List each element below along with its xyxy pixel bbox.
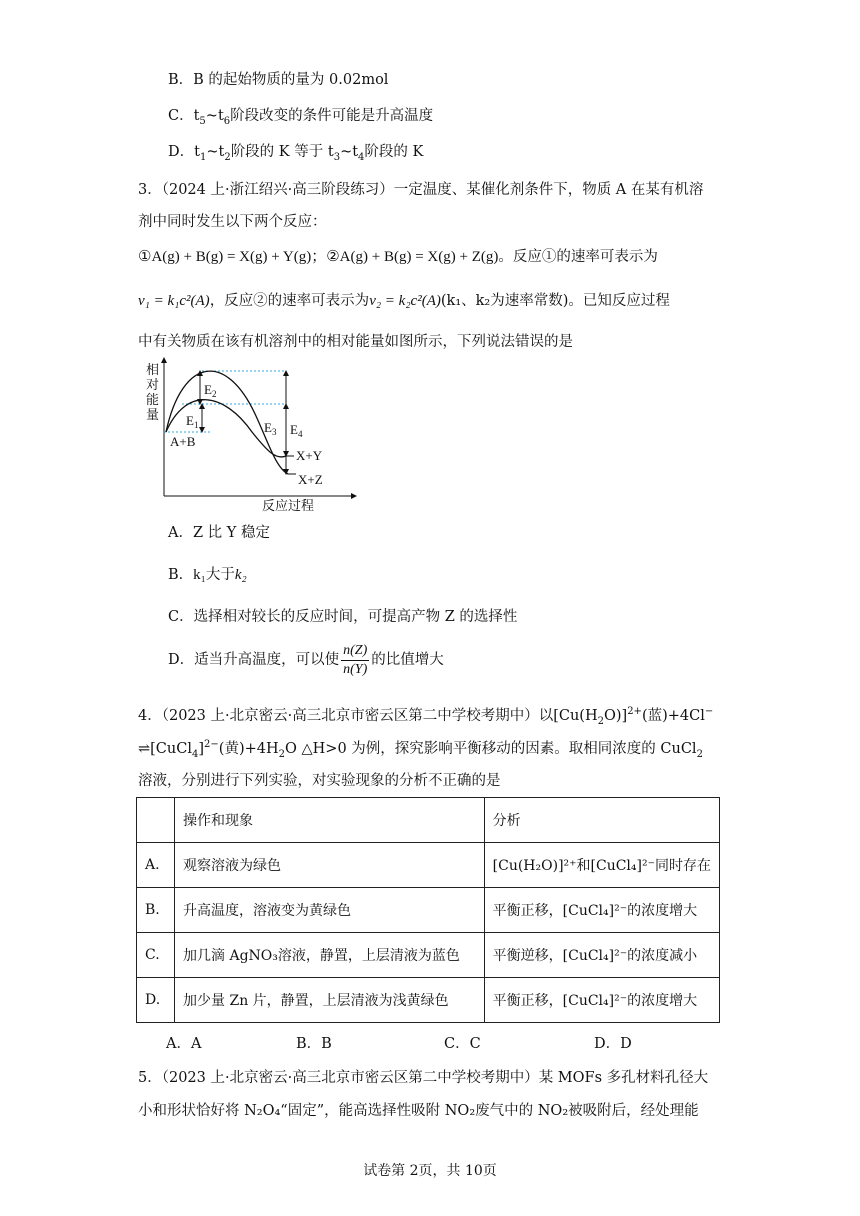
y-axis-label-3: 能 bbox=[146, 392, 160, 407]
q4-stem-line3: 溶液，分别进行下列实验，对实验现象的分析不正确的是 bbox=[138, 773, 501, 789]
q3-equations bbox=[138, 247, 658, 267]
table-row: A. 观察溶液为绿色 [Cu(H₂O)]²⁺和[CuCl₄]²⁻同时存在 bbox=[137, 843, 720, 888]
fraction-nz-ny: $\frac{n(Z)}{n(Y)}$ bbox=[343, 642, 368, 677]
q5-stem-line1: 5．（2023 上·北京密云·高三北京市密云区第二中学校考期中）某 MOFs 多孔材料孔径大 bbox=[138, 1070, 709, 1086]
q2-option-d: D．$t_1\sim t_2$阶段的 K 等于 $t_3\sim t_4$阶段的 K bbox=[168, 144, 424, 163]
label-e4: $E_4$ bbox=[290, 422, 303, 439]
y-axis-label-4: 量 bbox=[146, 407, 160, 422]
label-product-xz: X+Z bbox=[298, 472, 323, 487]
header-operation: 操作和现象 bbox=[175, 798, 485, 843]
experiment-table bbox=[136, 797, 720, 1023]
table-header-row bbox=[137, 798, 720, 843]
q3-option-c: C．选择相对较长的反应时间，可提高产物 Z 的选择性 bbox=[168, 609, 518, 625]
q4-choice-a: A．A bbox=[166, 1036, 202, 1052]
q3-rate-line: v₁ = k₁c²(A)，反应②的速率可表示为v₂ = k₂c²(A)(k₁、k₂为速率常数)。已知反应过程 bbox=[138, 293, 670, 309]
q5-stem-line2: 小和形状恰好将 N₂O₄“固定”，能高选择性吸附 NO₂废气中的 NO₂被吸附后，经处理能 bbox=[138, 1103, 699, 1119]
header-analysis: 分析 bbox=[484, 798, 719, 843]
q4-choice-c: C．C bbox=[444, 1036, 481, 1052]
q3-equation-tail: 。反应①的速率可表示为 bbox=[498, 249, 658, 265]
q4-stem-line2: ⇌[CuCl$_4$]$^{2-}$(黄)$+4H_2O$ △H>0 为例，探究影响平衡移动的因素。取相同浓度的 CuCl$_2$ bbox=[138, 739, 703, 760]
q3-stem-line4: 中有关物质在该有机溶剂中的相对能量如图所示，下列说法错误的是 bbox=[138, 334, 573, 350]
q4-choice-b: B．B bbox=[296, 1036, 332, 1052]
q3-rate2: v₂ = k₂c²(A) bbox=[369, 293, 441, 309]
q3-rate1: v₁ = k₁c²(A) bbox=[138, 293, 210, 309]
q2-option-c: C．$t_5\sim t_6$阶段改变的条件可能是升高温度 bbox=[168, 108, 434, 127]
q3-equation-pair: ①A(g) + B(g) = X(g) + Y(g)；②A(g) + B(g) = X(g) + Z(g) bbox=[138, 249, 499, 265]
q4-stem-line1: 4．（2023 上·北京密云·高三北京市密云区第二中学校考期中）以$[Cu(H_2O)]^{2+}$(蓝)+4Cl− bbox=[138, 706, 714, 727]
table-row: C. 加几滴 AgNO₃溶液，静置，上层清液为蓝色 平衡逆移，[CuCl₄]²⁻的浓度减小 bbox=[137, 933, 720, 978]
label-e2: $E_2$ bbox=[204, 382, 217, 399]
energy-diagram bbox=[140, 356, 360, 516]
q2-option-b: B．B 的起始物质的量为 0.02mol bbox=[168, 72, 389, 88]
table-row: B. 升高温度，溶液变为黄绿色 平衡正移，[CuCl₄]²⁻的浓度增大 bbox=[137, 888, 720, 933]
label-e3: $E_3$ bbox=[264, 420, 277, 437]
x-axis-label: 反应过程 bbox=[262, 498, 315, 513]
y-axis-label-2: 对 bbox=[146, 377, 160, 392]
q3-stem-line1: 3．（2024 上·浙江绍兴·高三阶段练习）一定温度、某催化剂条件下，物质 A 在某有机溶 bbox=[138, 182, 704, 198]
label-product-xy: X+Y bbox=[296, 448, 323, 463]
y-axis-label-1: 相 bbox=[146, 362, 160, 377]
table-row: D. 加少量 Zn 片，静置，上层清液为浅黄绿色 平衡正移，[CuCl₄]²⁻的浓度增大 bbox=[137, 978, 720, 1023]
q3-option-b: B．k₁大于k₂ bbox=[168, 567, 247, 583]
q3-stem-line2: 剂中同时发生以下两个反应： bbox=[138, 214, 327, 230]
label-e1: $E_1$ bbox=[186, 413, 199, 430]
q4-choice-d: D．D bbox=[594, 1036, 632, 1052]
label-reactants: A+B bbox=[170, 434, 196, 449]
page-footer: 试卷第 2页，共 10页 bbox=[363, 1163, 497, 1179]
q3-option-a: A．Z 比 Y 稳定 bbox=[168, 525, 270, 541]
q3-option-d: D．适当升高温度，可以使 $\frac{n(Z)}{n(Y)}$ 的比值增大 bbox=[168, 642, 444, 677]
